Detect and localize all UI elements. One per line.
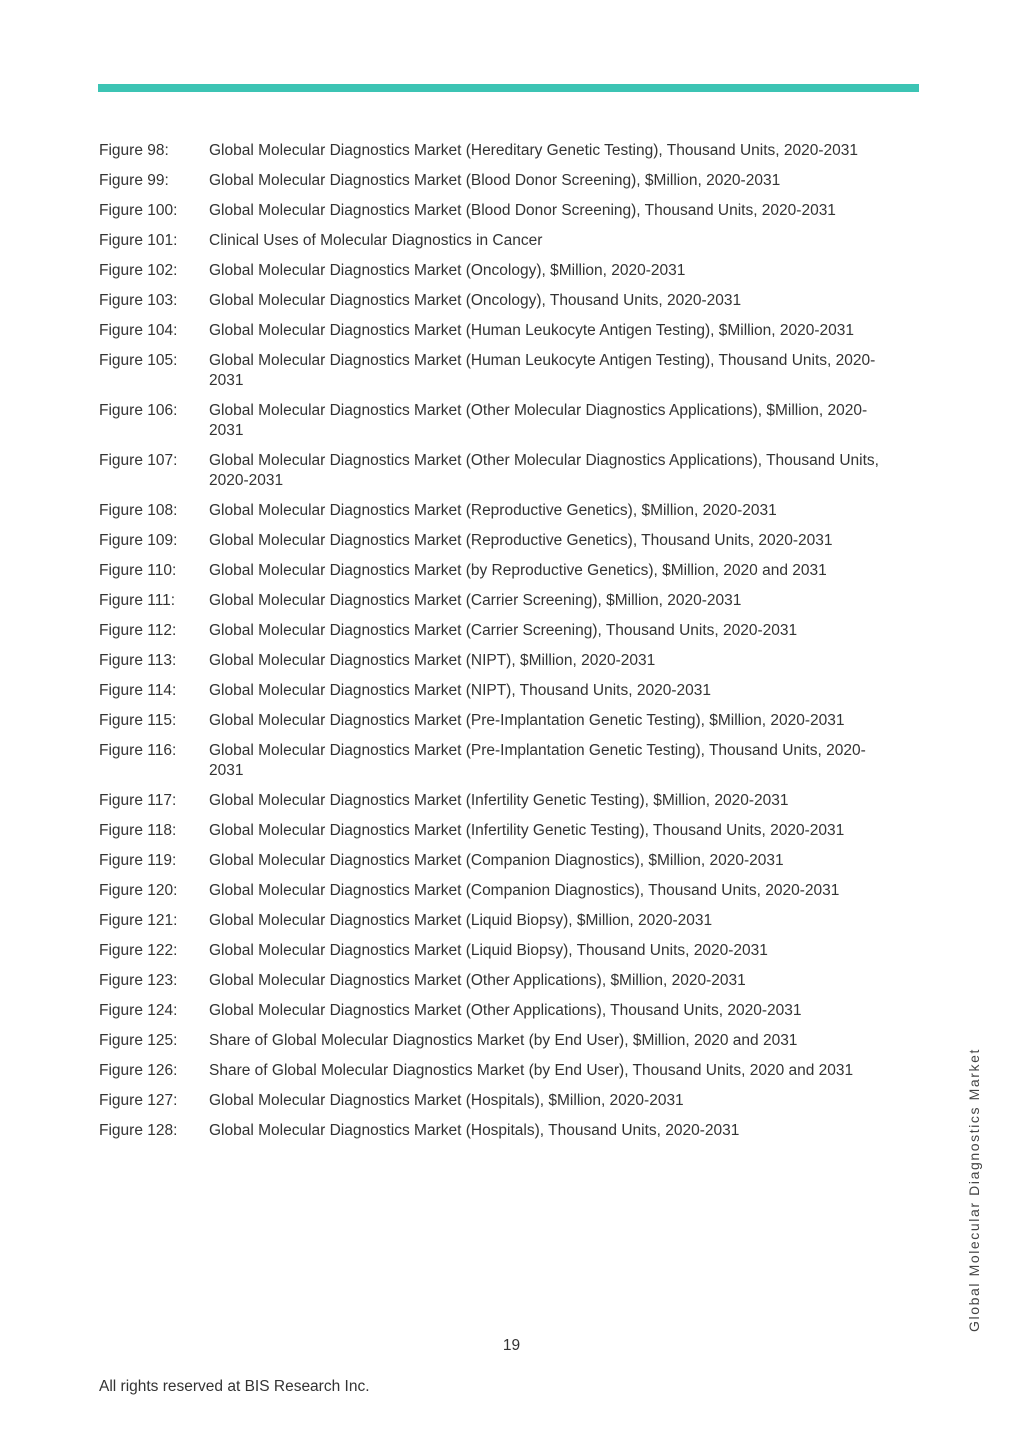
list-item (99, 401, 899, 441)
list-item (99, 1091, 899, 1111)
figure-title: Global Molecular Diagnostics Market (Oncology), $Million, 2020-2031 (209, 262, 686, 279)
figure-title: Share of Global Molecular Diagnostics Market (by End User), Thousand Units, 2020 and 2031 (209, 1062, 854, 1079)
figure-title: Global Molecular Diagnostics Market (Reproductive Genetics), Thousand Units, 2020-2031 (209, 532, 833, 549)
figure-label: Figure 107: (99, 452, 178, 469)
list-item (99, 851, 899, 871)
figure-title: Global Molecular Diagnostics Market (Hospitals), $Million, 2020-2031 (209, 1092, 684, 1109)
list-item (99, 1001, 899, 1021)
list-item (99, 351, 899, 391)
figure-title: Global Molecular Diagnostics Market (Pre-Implantation Genetic Testing), $Million, 2020-2031 (209, 712, 845, 729)
figure-title: Clinical Uses of Molecular Diagnostics in Cancer (209, 232, 543, 249)
figure-title: Global Molecular Diagnostics Market (Liquid Biopsy), $Million, 2020-2031 (209, 912, 713, 929)
list-item (99, 881, 899, 901)
figure-label: Figure 104: (99, 322, 178, 339)
figure-title: Global Molecular Diagnostics Market (Liquid Biopsy), Thousand Units, 2020-2031 (209, 942, 768, 959)
list-item (99, 171, 899, 191)
figure-label: Figure 113: (99, 652, 177, 669)
list-item (99, 531, 899, 551)
figure-title: Global Molecular Diagnostics Market (Hospitals), Thousand Units, 2020-2031 (209, 1122, 740, 1139)
figure-title: Global Molecular Diagnostics Market (Other Applications), Thousand Units, 2020-2031 (209, 1002, 802, 1019)
footer-copyright: All rights reserved at BIS Research Inc. (99, 1378, 370, 1395)
figure-title: Global Molecular Diagnostics Market (Other Applications), $Million, 2020-2031 (209, 972, 746, 989)
figure-label: Figure 110: (99, 562, 177, 579)
list-item (99, 1121, 899, 1141)
list-item (99, 941, 899, 961)
figure-label: Figure 106: (99, 402, 178, 419)
list-item (99, 591, 899, 611)
figure-title: Global Molecular Diagnostics Market (Carrier Screening), Thousand Units, 2020-2031 (209, 622, 798, 639)
figure-title: Global Molecular Diagnostics Market (Reproductive Genetics), $Million, 2020-2031 (209, 502, 777, 519)
list-item (99, 791, 899, 811)
figure-label: Figure 102: (99, 262, 178, 279)
list-item (99, 501, 899, 521)
list-item (99, 321, 899, 341)
figure-title: Global Molecular Diagnostics Market (Other Molecular Diagnostics Applications), Thousand Units, 2020-2031 (209, 452, 879, 489)
figure-label: Figure 109: (99, 532, 178, 549)
figure-label: Figure 111: (99, 592, 176, 609)
list-item (99, 741, 899, 781)
figure-label: Figure 114: (99, 682, 177, 699)
figure-label: Figure 112: (99, 622, 177, 639)
list-item (99, 141, 899, 161)
figure-label: Figure 103: (99, 292, 178, 309)
figure-label: Figure 119: (99, 852, 177, 869)
figure-label: Figure 98: (99, 142, 169, 159)
figure-label: Figure 120: (99, 882, 178, 899)
figure-label: Figure 105: (99, 352, 178, 369)
figure-title: Global Molecular Diagnostics Market (Oncology), Thousand Units, 2020-2031 (209, 292, 742, 309)
list-item (99, 261, 899, 281)
list-item (99, 451, 899, 491)
figure-title: Global Molecular Diagnostics Market (Human Leukocyte Antigen Testing), Thousand Units, 2020-2031 (209, 352, 876, 389)
list-item (99, 231, 899, 251)
figure-label: Figure 101: (99, 232, 178, 249)
figure-title: Share of Global Molecular Diagnostics Market (by End User), $Million, 2020 and 2031 (209, 1032, 798, 1049)
page-number: 19 (502, 1337, 521, 1354)
list-item (99, 651, 899, 671)
figure-label: Figure 124: (99, 1002, 178, 1019)
figure-title: Global Molecular Diagnostics Market (Other Molecular Diagnostics Applications), $Million, 2020-2031 (209, 402, 868, 439)
list-item (99, 201, 899, 221)
list-item (99, 911, 899, 931)
figure-label: Figure 115: (99, 712, 177, 729)
figure-label: Figure 123: (99, 972, 178, 989)
list-item (99, 291, 899, 311)
figure-label: Figure 117: (99, 792, 177, 809)
list-item (99, 1061, 899, 1081)
list-item (99, 621, 899, 641)
figure-title: Global Molecular Diagnostics Market (Companion Diagnostics), $Million, 2020-2031 (209, 852, 784, 869)
figure-label: Figure 127: (99, 1092, 178, 1109)
figure-label: Figure 122: (99, 942, 178, 959)
figure-title: Global Molecular Diagnostics Market (Carrier Screening), $Million, 2020-2031 (209, 592, 742, 609)
list-item (99, 971, 899, 991)
figure-title: Global Molecular Diagnostics Market (Blood Donor Screening), $Million, 2020-2031 (209, 172, 781, 189)
list-item (99, 711, 899, 731)
side-title: Global Molecular Diagnostics Market (966, 1048, 982, 1332)
list-item (99, 681, 899, 701)
figure-title: Global Molecular Diagnostics Market (Infertility Genetic Testing), $Million, 2020-2031 (209, 792, 789, 809)
figure-title: Global Molecular Diagnostics Market (Hereditary Genetic Testing), Thousand Units, 2020-2031 (209, 142, 859, 159)
figure-title: Global Molecular Diagnostics Market (by Reproductive Genetics), $Million, 2020 and 2031 (209, 562, 827, 579)
figure-label: Figure 128: (99, 1122, 178, 1139)
figure-title: Global Molecular Diagnostics Market (Companion Diagnostics), Thousand Units, 2020-2031 (209, 882, 840, 899)
figure-label: Figure 108: (99, 502, 178, 519)
figure-label: Figure 118: (99, 822, 177, 839)
figure-title: Global Molecular Diagnostics Market (Human Leukocyte Antigen Testing), $Million, 2020-2031 (209, 322, 855, 339)
figure-title: Global Molecular Diagnostics Market (Blood Donor Screening), Thousand Units, 2020-2031 (209, 202, 836, 219)
figure-title: Global Molecular Diagnostics Market (NIPT), Thousand Units, 2020-2031 (209, 682, 711, 699)
figure-title: Global Molecular Diagnostics Market (Infertility Genetic Testing), Thousand Units, 2020-2031 (209, 822, 845, 839)
figure-label: Figure 100: (99, 202, 178, 219)
list-item (99, 561, 899, 581)
figure-label: Figure 126: (99, 1062, 178, 1079)
list-item (99, 1031, 899, 1051)
list-of-figures (99, 141, 899, 1151)
figure-title: Global Molecular Diagnostics Market (NIPT), $Million, 2020-2031 (209, 652, 656, 669)
header-accent-bar (98, 84, 919, 92)
figure-title: Global Molecular Diagnostics Market (Pre-Implantation Genetic Testing), Thousand Units, 2020-2031 (209, 742, 866, 779)
figure-label: Figure 116: (99, 742, 177, 759)
figure-label: Figure 125: (99, 1032, 178, 1049)
list-item (99, 821, 899, 841)
figure-label: Figure 121: (99, 912, 178, 929)
figure-label: Figure 99: (99, 172, 169, 189)
